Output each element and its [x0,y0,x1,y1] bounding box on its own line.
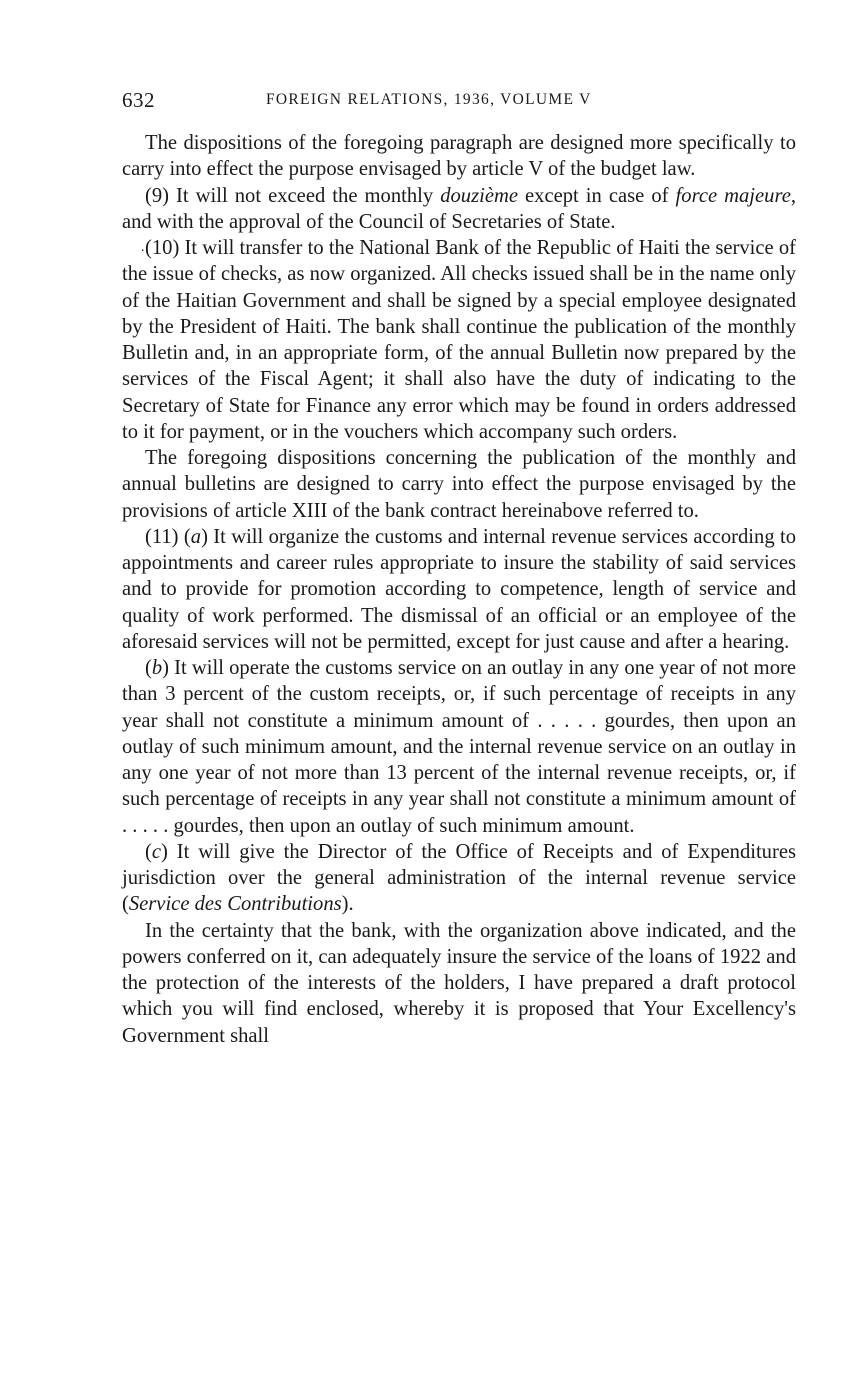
item-11a-letter: a [190,525,202,548]
item-11c-text-c: ). [341,893,354,916]
item-11b-text-b: ) It will operate the customs service on an outlay in any one year of not more than 3 percent of the custom receipts, or, if such percentage of receipts in any year shall not constitute a minimum amount of . . . . . gourdes, then upon an outlay of such minimum amount, and the internal revenue service on an outlay in any one year of not more than 13 percent of the internal revenue receipts, or, if such percentage of receipts in any year shall not constitute a minimum amount of . . . . . gourdes, then upon an outlay of such minimum amount. [122,657,796,837]
document-page [122,88,796,1049]
item-9-force-majeure: force majeure [675,184,791,207]
paragraph-protocol: In the certainty that the bank, with the organization above indicated, and the powers conferred on it, can adequately insure the service of the loans of 1922 and the protection of the interests of the holders, I have prepared a draft protocol which you will find enclosed, whereby it is proposed that Your Excellency's Government shall [122,919,796,1047]
paragraph-item-11c [122,839,796,918]
paragraph-item-9 [122,183,796,236]
paragraph-item-11b [122,655,796,839]
paragraph-item-11a [122,524,796,655]
stray-mark: . [141,240,145,255]
item-11a-text-a: (11) ( [145,525,191,548]
item-11c-letter: c [151,840,161,863]
item-9-text-b: except in case of [517,184,676,207]
item-11b-letter: b [151,657,163,679]
item-9-text-a: (9) It will not exceed the monthly [145,184,441,207]
item-11c-text-b: ) It will give the Director of the Office of Receipts and of Expenditures jurisdiction over the general administration of the internal revenue service ( [122,840,796,916]
item-11b-text-a: ( [145,657,152,679]
item-11c-text-a: ( [145,840,152,863]
paragraph-budget-law: The dispositions of the foregoing paragraph are designed more specifically to carry into effect the purpose envisaged by article V of the budget law. [122,132,796,181]
running-title: FOREIGN RELATIONS, 1936, VOLUME V [266,91,592,108]
running-header [122,88,796,118]
item-11c-service-name: Service des Contributions [128,893,342,916]
paragraph-bulletins: The foregoing dispositions concerning the publication of the monthly and annual bulletins are designed to carry into effect the purpose envisaged by the provisions of article XIII of the bank contract hereinabove referred to. [122,447,796,522]
body-text [122,130,796,1049]
item-9-douzieme: douzième [440,184,518,207]
item-9-text-c: , and with the approval of the Council of Secretaries of State. [122,184,797,233]
item-11a-text-b: ) It will organize the customs and internal revenue services according to appointments and career rules appropriate to insure the stability of said services and to provide for promotion according to competence, length of service and quality of work performed. The dismissal of an official or an employee of the aforesaid services will not be permitted, except for just cause and after a hearing. [122,525,796,653]
item-10-text: (10) It will transfer to the National Bank of the Republic of Haiti the service of the issue of checks, as now organized. All checks issued shall be in the name only of the Haitian Government and shall be signed by a special employee designated by the President of Haiti. The bank shall continue the publication of the monthly Bulletin and, in an appropriate form, of the annual Bulletin now prepared by the services of the Fiscal Agent; it shall also have the duty of indicating to the Secretary of State for Finance any error which may be found in orders addressed to it for payment, or in the vouchers which accompany such orders. [122,237,796,443]
paragraph-item-10 [122,235,796,445]
page-number: 632 [122,88,155,112]
